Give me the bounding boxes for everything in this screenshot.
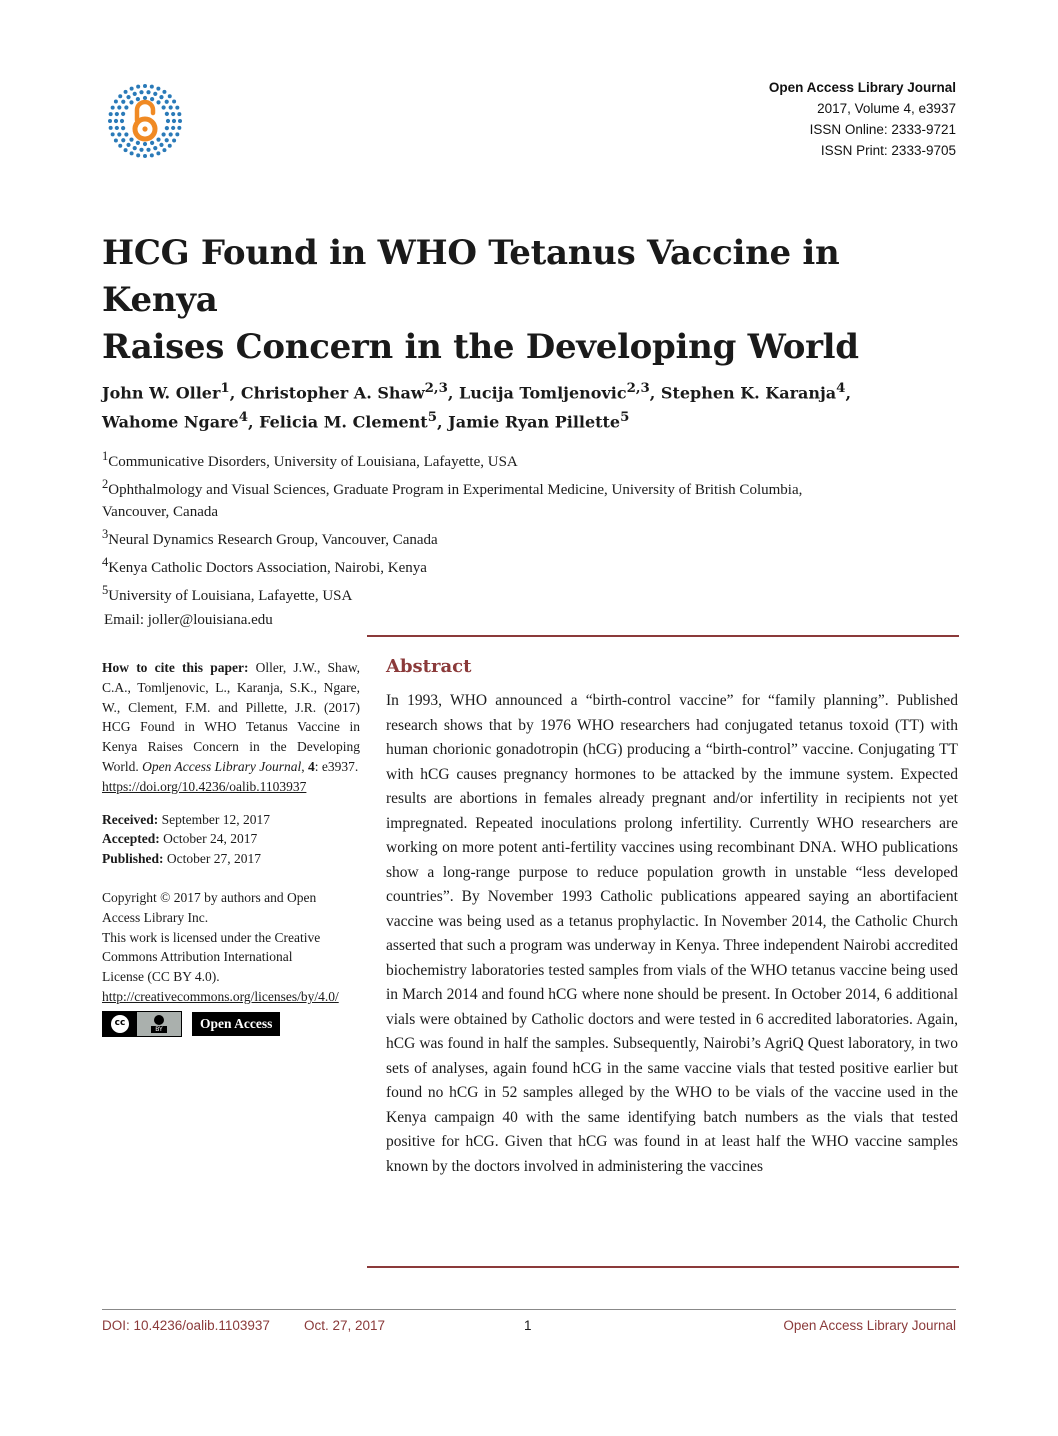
logo-dot <box>156 100 160 104</box>
logo-dot <box>139 148 143 152</box>
logo-dot <box>108 119 112 123</box>
page-number: 1 <box>524 1318 532 1333</box>
logo-dot <box>120 119 124 123</box>
author-name: Wahome Ngare <box>102 412 239 432</box>
logo-dot <box>150 141 154 145</box>
logo-dot <box>115 112 119 116</box>
author-affiliation-ref: 2,3 <box>626 380 650 396</box>
footer-doi: DOI: 10.4236/oalib.1103937 <box>102 1318 270 1333</box>
logo-dot <box>117 132 121 136</box>
author-list <box>102 376 962 435</box>
logo-dot <box>121 138 125 142</box>
logo-dot <box>153 146 157 150</box>
affiliation-4: $^4$Kenya Catholic Doctors Association, Nairobi, Kenya <box>102 555 427 576</box>
author-name: Lucija Tomljenovic <box>459 383 627 403</box>
open-access-badge: Open Access <box>192 1012 280 1036</box>
journal-info <box>769 77 956 161</box>
cc-by-badge[interactable] <box>102 1011 182 1037</box>
logo-dot <box>130 87 134 91</box>
author-name: Stephen K. Karanja <box>660 383 837 403</box>
logo-dot <box>114 119 118 123</box>
logo-dot <box>118 94 122 98</box>
logo-dot <box>109 126 113 130</box>
logo-dot <box>159 95 163 99</box>
accepted-date: Accepted: October 24, 2017 <box>102 831 258 847</box>
logo-dot <box>136 85 140 89</box>
logo-dot <box>133 146 137 150</box>
logo-dot <box>165 126 169 130</box>
logo-dot <box>136 141 140 145</box>
logo-dot <box>124 148 128 152</box>
by-label: BY <box>151 1026 166 1033</box>
doi-link[interactable]: https://doi.org/10.4236/oalib.1103937 <box>102 778 307 794</box>
cite-volume: 4 <box>308 758 315 774</box>
author-affiliation-ref: 5 <box>620 409 630 426</box>
affiliation-3: $^3$Neural Dynamics Research Group, Vancouver, Canada <box>102 527 438 548</box>
logo-dot <box>133 92 137 96</box>
logo-dot <box>124 132 128 136</box>
corresponding-email[interactable]: Email: joller@louisiana.edu <box>104 612 273 628</box>
logo-dot <box>150 97 154 101</box>
logo-dot <box>111 106 115 110</box>
publication-dates <box>102 810 360 869</box>
logo-dot <box>150 153 154 157</box>
logo-dot <box>165 138 169 142</box>
author-affiliation-ref: 5 <box>427 409 437 426</box>
published-date: Published: October 27, 2017 <box>102 851 262 867</box>
logo-dot <box>118 144 122 148</box>
logo-dot <box>146 148 150 152</box>
logo-dot <box>143 142 147 146</box>
lock-keyhole <box>142 126 147 131</box>
title-line-2: Raises Concern in the Developing World <box>102 327 859 367</box>
abstract-bottom-rule <box>367 1266 959 1268</box>
journal-logo <box>106 82 184 160</box>
page-footer <box>102 1318 956 1338</box>
logo-dot <box>124 90 128 94</box>
logo-dot <box>117 105 121 109</box>
abstract-body: In 1993, WHO announced a “birth-control vaccine” for “family planning”. Published research shows that by 1976 WHO researchers had conjugated tetanus toxoid (TT) with human chorionic gonadotropin (hCG) producing a “birth-control” vaccine. Conjugating TT with hCG causes pregnancy hormones to be attacked by the immune system. Expected results are abortions in females already pregnant and/or infertility in recipients not yet impregnated. Repeated inoculations prolong infertility. Currently WHO researchers are working on more potent anti-fertility vaccines using recombinant DNA. WHO publications show a long-range purpose to reduce population growth in unstable “less developed countries”. By November 1993 Catholic publications appeared saying an abortifacient vaccine was being used as a tetanus prophylactic. In November 2014, the Catholic Church asserted that such a program was underway in Kenya. Three independent Nairobi accredited biochemistry laboratories tested samples from vials of the WHO tetanus vaccine being used in March 2014 and found hCG where none should be present. In October 2014, 6 additional vials were obtained by Catholic doctors and were tested in 6 accredited laboratories. Again, hCG was found in half the samples. Subsequently, Nairobi’s AgriQ Quest laboratory, in two sets of analyses, again found hCG in the same vaccine vials that tested positive earlier but found no hCG in 52 samples alleged by the WHO to be vials of the vaccine used in the Kenya campaign 40 with the same identifying batch numbers as the vials that tested positive for hCG. Given that hCG was found in at least half the WHO vaccine samples known by the doctors involved in administering the vaccines <box>386 692 958 1175</box>
volume-line: 2017, Volume 4, e3937 <box>817 101 956 116</box>
affiliation-5: $^5$University of Louisiana, Lafayette, USA <box>102 583 353 604</box>
author-name: Felicia M. Clement <box>259 412 428 432</box>
cite-label: How to cite this paper: <box>102 660 249 675</box>
logo-dot <box>172 100 176 104</box>
author-line-2: Wahome Ngare$^4$, Felicia M. Clement$^5$, Jamie Ryan Pillette$^5$ <box>102 409 630 432</box>
logo-dot <box>114 138 118 142</box>
logo-dot <box>156 138 160 142</box>
logo-dot <box>115 126 119 130</box>
logo-dot <box>169 132 173 136</box>
logo-dot <box>168 94 172 98</box>
logo-dot <box>143 154 147 158</box>
abstract-heading: Abstract <box>386 656 472 677</box>
issn-online: ISSN Online: 2333-9721 <box>809 122 956 137</box>
affiliation-1: $^1$Communicative Disorders, University of Louisiana, Lafayette, USA <box>102 449 518 470</box>
logo-dot <box>136 153 140 157</box>
logo-dot <box>143 96 147 100</box>
logo-dot <box>124 105 128 109</box>
logo-dot <box>175 106 179 110</box>
logo-dot <box>168 144 172 148</box>
logo-dot <box>166 119 170 123</box>
author-name: Christopher A. Shaw <box>240 383 425 403</box>
logo-dot <box>162 90 166 94</box>
logo-dot <box>171 112 175 116</box>
affiliation-list <box>102 445 962 631</box>
affiliation-2: $^2$Ophthalmology and Visual Sciences, Graduate Program in Experimental Medicine, University of British Columbia, <box>102 477 803 498</box>
paper-title <box>102 230 962 371</box>
journal-name: Open Access Library Journal <box>768 80 956 95</box>
attribution-person-icon <box>154 1015 164 1025</box>
logo-dot <box>126 143 130 147</box>
citation-sidebar <box>102 658 360 1037</box>
license-link[interactable]: http://creativecommons.org/licenses/by/4.0/ <box>102 988 339 1004</box>
footer-journal: Open Access Library Journal <box>783 1318 956 1333</box>
logo-dot <box>111 132 115 136</box>
logo-dot <box>129 138 133 142</box>
logo-dot <box>171 126 175 130</box>
logo-dot <box>162 148 166 152</box>
abstract-top-rule <box>367 635 959 637</box>
logo-dot <box>172 119 176 123</box>
cite-text: Oller, J.W., Shaw, C.A., Tomljenovic, L., Karanja, S.K., Ngare, W., Clement, F.M. and Pillette, J.R. (2017) HCG Found in WHO Tetanus Vaccine in Kenya Raises Concern in the Developing World. <box>102 660 360 774</box>
logo-dot <box>162 105 166 109</box>
open-access-lock-icon <box>106 82 184 160</box>
logo-dot <box>129 100 133 104</box>
logo-dot <box>162 132 166 136</box>
logo-dot <box>121 112 125 116</box>
logo-dot <box>130 151 134 155</box>
title-line-1: HCG Found in WHO Tetanus Vaccine in Kenya <box>102 233 840 320</box>
creative-commons-icon: cc <box>111 1015 129 1033</box>
received-date: Received: September 12, 2017 <box>102 811 270 827</box>
author-affiliation-ref: 1 <box>220 380 230 396</box>
author-name: Jamie Ryan Pillette <box>448 412 621 432</box>
logo-dot <box>139 90 143 94</box>
logo-dot <box>156 151 160 155</box>
logo-dot <box>126 95 130 99</box>
logo-dot <box>121 100 125 104</box>
logo-dot <box>143 84 147 88</box>
logo-dot <box>175 132 179 136</box>
logo-dot <box>177 126 181 130</box>
logo-dot <box>165 112 169 116</box>
author-affiliation-ref: 4 <box>836 380 846 396</box>
logo-dot <box>146 90 150 94</box>
author-line-1: John W. Oller$^1$, Christopher A. Shaw$^{2,3}$, Lucija Tomljenovic$^{2,3}$, Stephen K. Karanja$^4$, <box>102 380 852 403</box>
copyright-notice: Copyright © 2017 by authors and Open Access Library Inc. This work is licensed under the Creative Commons Attribution International License (CC BY 4.0). http://creativecommons.org/licenses/by/4.0/ <box>102 889 339 1004</box>
logo-dot <box>121 126 125 130</box>
footer-date: Oct. 27, 2017 <box>304 1318 386 1333</box>
logo-dot <box>178 119 182 123</box>
logo-dot <box>165 100 169 104</box>
author-affiliation-ref: 2,3 <box>424 380 448 396</box>
logo-dot <box>169 105 173 109</box>
logo-dot <box>177 112 181 116</box>
cite-journal: Open Access Library Journal <box>142 758 302 774</box>
logo-dot <box>153 92 157 96</box>
logo-dot <box>159 143 163 147</box>
author-name: John W. Oller <box>102 383 221 403</box>
license-badges <box>102 1011 360 1037</box>
author-affiliation-ref: 4 <box>238 409 248 426</box>
logo-dot <box>172 138 176 142</box>
logo-dot <box>109 112 113 116</box>
logo-dot <box>114 100 118 104</box>
affiliation-2-continued: Vancouver, Canada <box>102 504 219 520</box>
logo-dot <box>156 87 160 91</box>
logo-dot <box>136 97 140 101</box>
issn-print: ISSN Print: 2333-9705 <box>820 143 956 158</box>
logo-dot <box>150 85 154 89</box>
how-to-cite: How to cite this paper: Oller, J.W., Shaw, C.A., Tomljenovic, L., Karanja, S.K., Ngare, W., Clement, F.M. and Pillette, J.R. (2017) HCG Found in WHO Tetanus Vaccine in Kenya Raises Concern in the Developing World. Open Access Library Journal, 4: e3937. https://doi.org/10.4236/oalib.1103937 <box>102 660 360 794</box>
footer-rule <box>102 1309 956 1310</box>
